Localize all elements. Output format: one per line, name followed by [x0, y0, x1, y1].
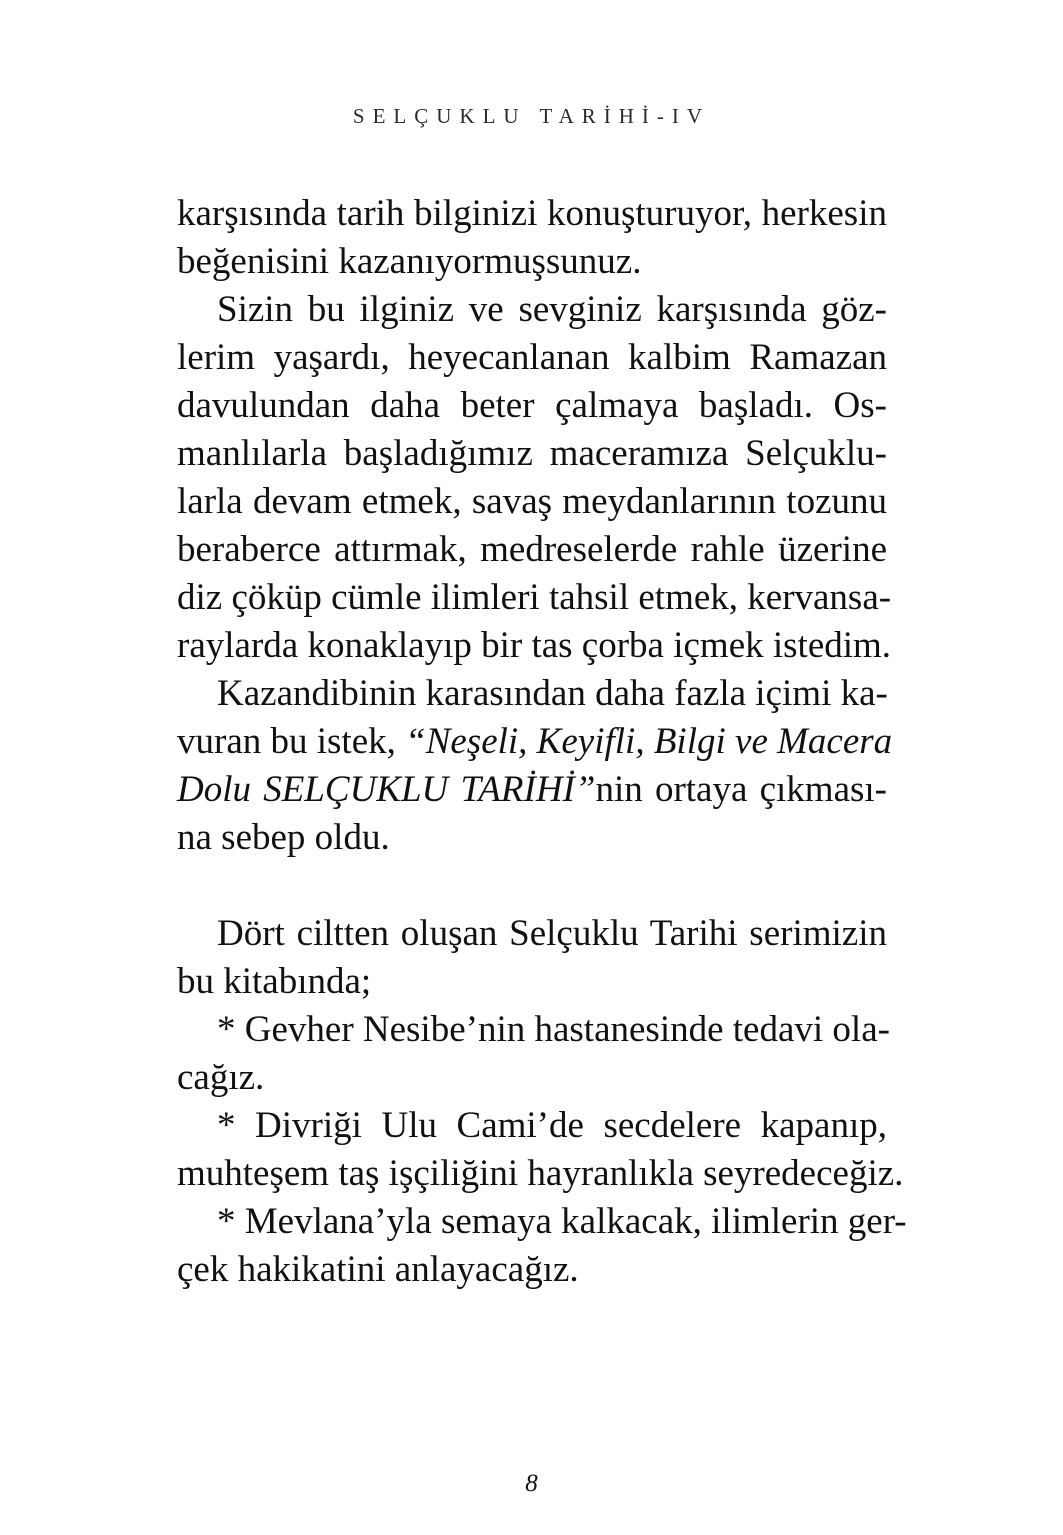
- page-number: 8: [525, 1470, 538, 1497]
- paragraph-line: bu kitabında;: [177, 961, 372, 1002]
- paragraph-line: davulundan daha beter çalmaya başladı. Os-: [177, 385, 887, 426]
- list-item-line: cağız.: [177, 1057, 265, 1098]
- paragraph-line: karşısında tarih bilginizi konuşturuyor, herkesin: [177, 193, 887, 234]
- paragraph-line: Dört ciltten oluşan Selçuklu Tarihi serimizin: [217, 913, 887, 954]
- list-item-line: * Gevher Nesibe’nin hastanesinde tedavi ola-: [217, 1009, 890, 1050]
- paragraph-line: [177, 766, 887, 814]
- book-title-quote: Dolu SELÇUKLU TARİHİ”: [177, 769, 596, 810]
- paragraph-line: [177, 718, 893, 766]
- paragraph-line: diz çöküp cümle ilimleri tahsil etmek, kervansa-: [177, 577, 892, 618]
- paragraph-line: Kazandibinin karasından daha fazla içimi ka-: [217, 673, 888, 714]
- paragraph-line: lerim yaşardı, heyecanlanan kalbim Ramazan: [177, 337, 887, 378]
- paragraph-line: larla devam etmek, savaş meydanlarının tozunu: [177, 481, 887, 522]
- paragraph-line: beraberce attırmak, medreselerde rahle üzerine: [177, 529, 887, 570]
- book-title-quote: “Neşeli, Keyifli, Bilgi ve Macera: [405, 721, 893, 762]
- page-body: [177, 190, 907, 1294]
- running-header: SELÇUKLU TARİHİ-IV: [352, 104, 711, 128]
- list-item-line: muhteşem taş işçiliğini hayranlıkla seyredeceğiz.: [177, 1153, 904, 1194]
- paragraph-line: manlılarla başladığımız maceramıza Selçuklu-: [177, 433, 887, 474]
- list-item-line: * Mevlana’yla semaya kalkacak, ilimlerin ger-: [217, 1201, 907, 1242]
- list-item-line: çek hakikatini anlayacağız.: [177, 1249, 579, 1290]
- line-text: vuran bu istek,: [177, 721, 406, 762]
- paragraph-line: raylarda konaklayıp bir tas çorba içmek istedim.: [177, 625, 892, 666]
- paragraph-line: Sizin bu ilginiz ve sevginiz karşısında göz-: [217, 289, 887, 330]
- list-item-line: * Divriği Ulu Cami’de secdelere kapanıp,: [217, 1105, 887, 1146]
- paragraph-line: na sebep oldu.: [177, 817, 390, 858]
- paragraph-gap: [177, 862, 887, 910]
- line-text: nin ortaya çıkması-: [595, 769, 887, 810]
- paragraph-line: beğenisini kazanıyormuşsunuz.: [177, 241, 642, 282]
